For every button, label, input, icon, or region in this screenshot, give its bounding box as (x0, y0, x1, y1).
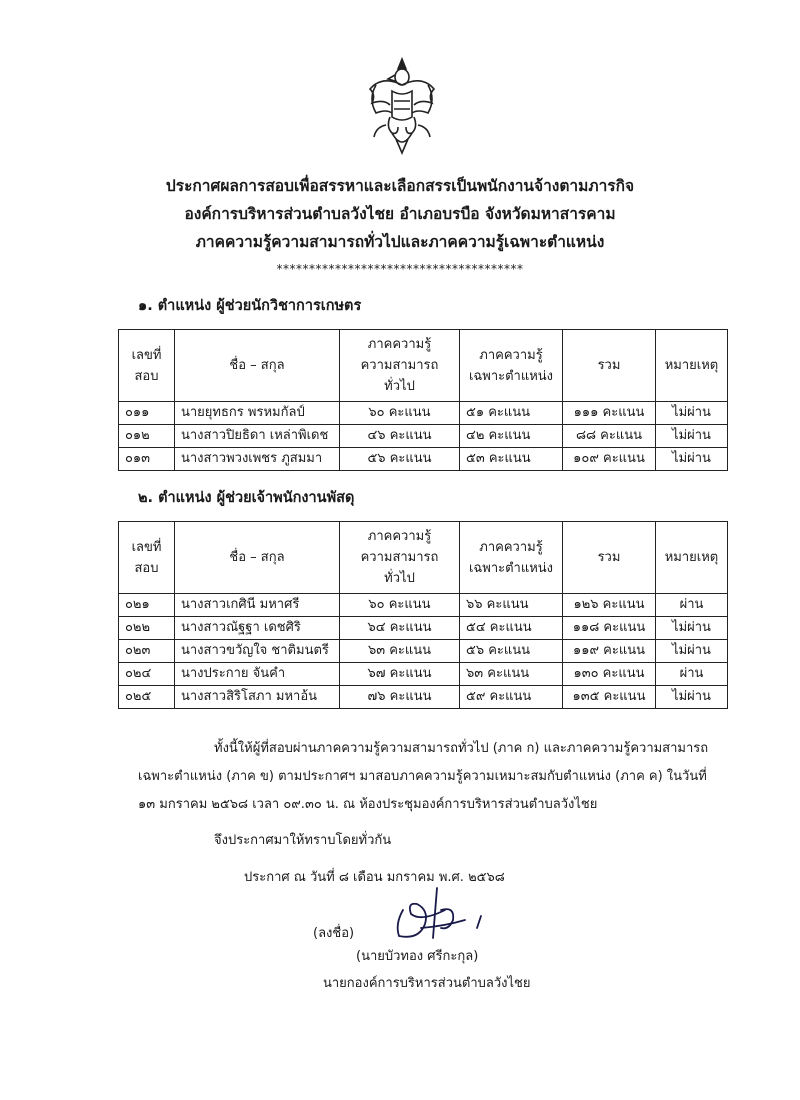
specific-score: ๕๖ คะแนน (460, 640, 563, 663)
exam-number: ๐๒๓ (119, 640, 175, 663)
section2-title: ๒. ตำแหน่ง ผู้ช่วยเจ้าพนักงานพัสดุ (138, 490, 355, 506)
table-row (119, 617, 728, 640)
result-note: ผ่าน (656, 594, 728, 617)
header-specific-knowledge: ภาคความรู้ เฉพาะตำแหน่ง (460, 522, 563, 594)
specific-score: ๕๔ คะแนน (460, 617, 563, 640)
signer-position: นายกองค์การบริหารส่วนตำบลวังไชย (323, 976, 531, 991)
specific-score: ๕๓ คะแนน (460, 448, 563, 471)
header-general-knowledge: ภาคความรู้ ความสามารถ ทั่วไป (340, 522, 460, 594)
general-score: ๗๖ คะแนน (340, 686, 460, 709)
announcement-title-line3: ภาคความรู้ความสามารถทั่วไปและภาคความรู้เฉพาะตำแหน่ง (195, 233, 605, 251)
candidate-name: นางประกาย จันคำ (175, 663, 340, 686)
notice-line2: เฉพาะตำแหน่ง (ภาค ข) ตามประกาศฯ มาสอบภาคความรู้ความเหมาะสมกับตำแหน่ง (ภาค ค) ในวันที่ (138, 769, 707, 784)
signature-icon (385, 880, 495, 945)
header-name: ชื่อ – สกุล (175, 522, 340, 594)
table-header-row (119, 522, 728, 594)
result-note: ไม่ผ่าน (656, 640, 728, 663)
header-exam-number: เลขที่ สอบ (119, 522, 175, 594)
table-row (119, 640, 728, 663)
exam-number: ๐๒๕ (119, 686, 175, 709)
specific-score: ๖๓ คะแนน (460, 663, 563, 686)
total-score: ๑๑๑ คะแนน (563, 402, 656, 425)
candidate-name: นางสาวณัฐฐา เดชศิริ (175, 617, 340, 640)
section2-table (118, 521, 728, 709)
section1-title: ๑. ตำแหน่ง ผู้ช่วยนักวิชาการเกษตร (138, 298, 362, 314)
exam-number: ๐๒๔ (119, 663, 175, 686)
candidate-name: นางสาวพวงเพชร ภูสมมา (175, 448, 340, 471)
title-separator: ************************************** (276, 262, 524, 276)
announcement-date: ประกาศ ณ วันที่ ๘ เดือน มกราคม พ.ศ. ๒๕๖๘ (244, 870, 505, 885)
header-specific-knowledge: ภาคความรู้ เฉพาะตำแหน่ง (460, 330, 563, 402)
general-score: ๖๔ คะแนน (340, 617, 460, 640)
table-row (119, 686, 728, 709)
notice-line3: ๑๓ มกราคม ๒๕๖๘ เวลา ๐๙.๓๐ น. ณ ห้องประชุมองค์การบริหารส่วนตำบลวังไชย (138, 797, 598, 812)
exam-number: ๐๒๒ (119, 617, 175, 640)
sign-label: (ลงชื่อ) (313, 926, 355, 941)
section1-table (118, 329, 728, 471)
result-note: ไม่ผ่าน (656, 686, 728, 709)
total-score: ๑๑๘ คะแนน (563, 617, 656, 640)
header-name: ชื่อ – สกุล (175, 330, 340, 402)
general-score: ๖๐ คะแนน (340, 402, 460, 425)
table-row (119, 663, 728, 686)
header-exam-number: เลขที่ สอบ (119, 330, 175, 402)
exam-number: ๐๑๒ (119, 425, 175, 448)
result-note: ไม่ผ่าน (656, 448, 728, 471)
total-score: ๑๒๖ คะแนน (563, 594, 656, 617)
general-score: ๔๖ คะแนน (340, 425, 460, 448)
total-score: ๑๑๙ คะแนน (563, 640, 656, 663)
specific-score: ๕๑ คะแนน (460, 402, 563, 425)
total-score: ๑๐๙ คะแนน (563, 448, 656, 471)
result-note: ไม่ผ่าน (656, 425, 728, 448)
header-note: หมายเหตุ (656, 522, 728, 594)
total-score: ๑๓๕ คะแนน (563, 686, 656, 709)
general-score: ๖๗ คะแนน (340, 663, 460, 686)
result-note: ไม่ผ่าน (656, 617, 728, 640)
exam-number: ๐๑๑ (119, 402, 175, 425)
specific-score: ๖๖ คะแนน (460, 594, 563, 617)
total-score: ๘๘ คะแนน (563, 425, 656, 448)
candidate-name: นางสาวขวัญใจ ชาติมนตรี (175, 640, 340, 663)
candidate-name: นางสาวสิริโสภา มหาอ้น (175, 686, 340, 709)
result-note: ไม่ผ่าน (656, 402, 728, 425)
total-score: ๑๓๐ คะแนน (563, 663, 656, 686)
general-score: ๖๐ คะแนน (340, 594, 460, 617)
notice-line1: ทั้งนี้ให้ผู้ที่สอบผ่านภาคความรู้ความสามารถทั่วไป (ภาค ก) และภาคความรู้ความสามารถ (214, 741, 709, 756)
specific-score: ๔๒ คะแนน (460, 425, 563, 448)
candidate-name: นายยุทธกร พรหมกัลป์ (175, 402, 340, 425)
header-general-knowledge: ภาคความรู้ ความสามารถ ทั่วไป (340, 330, 460, 402)
announce-statement: จึงประกาศมาให้ทราบโดยทั่วกัน (214, 833, 392, 848)
header-note: หมายเหตุ (656, 330, 728, 402)
table-row (119, 402, 728, 425)
header-total: รวม (563, 330, 656, 402)
result-note: ผ่าน (656, 663, 728, 686)
table-row (119, 448, 728, 471)
table-row (119, 425, 728, 448)
header-total: รวม (563, 522, 656, 594)
table-header-row (119, 330, 728, 402)
specific-score: ๕๙ คะแนน (460, 686, 563, 709)
announcement-title-line2: องค์การบริหารส่วนตำบลวังไชย อำเภอบรบือ จังหวัดมหาสารคาม (184, 205, 616, 223)
exam-number: ๐๑๓ (119, 448, 175, 471)
general-score: ๕๖ คะแนน (340, 448, 460, 471)
general-score: ๖๓ คะแนน (340, 640, 460, 663)
announcement-title-line1: ประกาศผลการสอบเพื่อสรรหาและเลือกสรรเป็นพนักงานจ้างตามภารกิจ (165, 177, 635, 195)
signer-name: (นายบัวทอง ศรีกะกุล) (356, 949, 479, 964)
candidate-name: นางสาวปิยธิดา เหล่าพิเดช (175, 425, 340, 448)
table-row (119, 594, 728, 617)
garuda-emblem-icon (362, 55, 442, 155)
exam-number: ๐๒๑ (119, 594, 175, 617)
candidate-name: นางสาวเกศินี มหาศรี (175, 594, 340, 617)
